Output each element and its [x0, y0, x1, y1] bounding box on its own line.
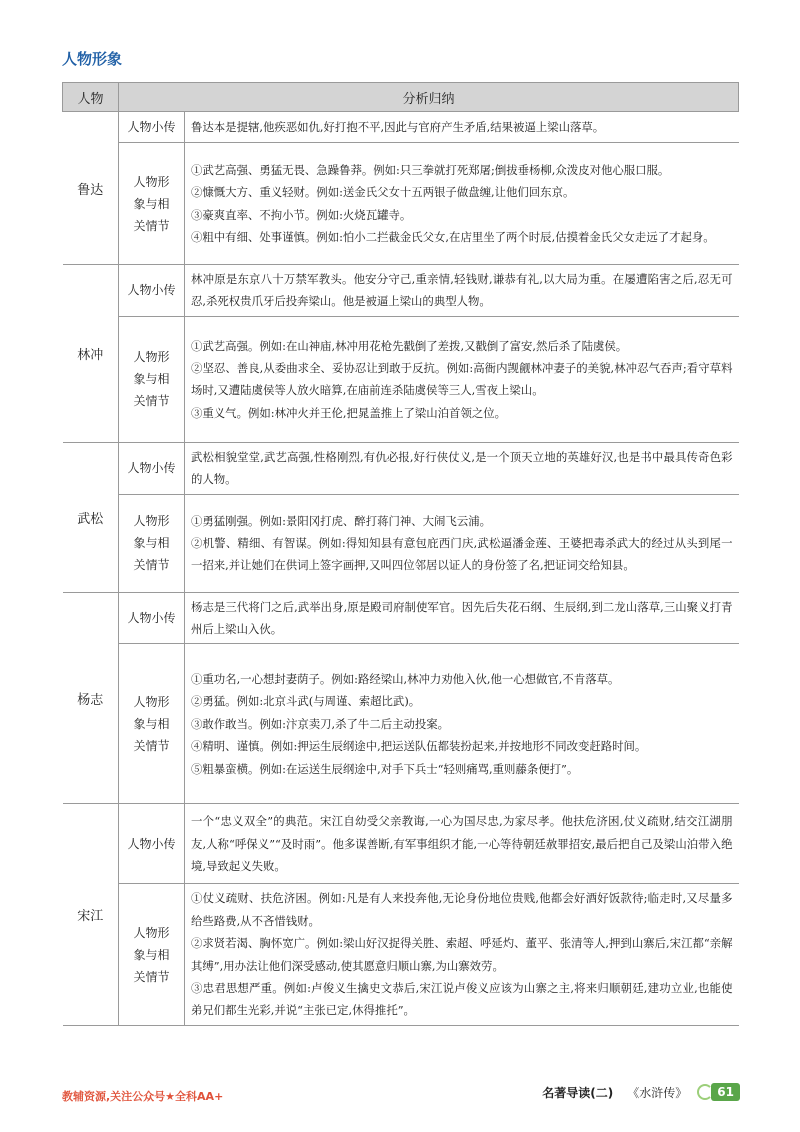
- trait-item: ①重功名,一心想封妻荫子。例如:路经梁山,林冲力劝他入伙,他一心想做官,不肯落草。: [191, 671, 620, 686]
- person-name: 杨志: [63, 592, 119, 804]
- traits-list: [185, 316, 739, 442]
- trait-item: ③敢作敢当。例如:汴京卖刀,杀了牛二后主动投案。: [191, 716, 450, 731]
- person-name: 宋江: [63, 804, 119, 1025]
- bio-line: 一个“忠义双全”的典范。宋江自幼受父亲教诲,一心为国尽忠,为家尽孝。他扶危济困,仗义疏财,结交江湖朋友,人称“呼保义”“及时雨”。他多谋善断,有军事组织才能,一心等待朝廷赦罪招安,最后把自己及梁山泊带入绝境,导致起义失败。: [191, 814, 733, 874]
- table-row: [63, 442, 739, 494]
- traits-label-line: 象与相: [133, 196, 170, 211]
- traits-label-line: 人物形: [133, 694, 170, 709]
- table-row: [63, 494, 739, 592]
- traits-list: [185, 644, 739, 804]
- bio-line: 鲁达本是提辖,他疾恶如仇,好打抱不平,因此与官府产生矛盾,结果被逼上梁山落草。: [191, 119, 605, 134]
- traits-label: [119, 316, 185, 442]
- trait-item: ⑤粗暴蛮横。例如:在运送生辰纲途中,对手下兵士“轻则痛骂,重则藤条便打”。: [191, 761, 579, 776]
- table-header-row: [63, 83, 739, 112]
- trait-item: ①勇猛刚强。例如:景阳冈打虎、醉打蒋门神、大闹飞云浦。: [191, 513, 491, 528]
- bio-line: 林冲原是东京八十万禁军教头。他安分守己,重亲情,轻钱财,谦恭有礼,以大局为重。在屡遭陷害之后,忍无可忍,杀死权贵爪牙后投奔梁山。他是被逼上梁山的典型人物。: [191, 272, 733, 309]
- traits-label-line: 关情节: [133, 394, 170, 409]
- trait-item: ①仗义疏财、扶危济困。例如:凡是有人来投奔他,无论身份地位贵贱,他都会好酒好饭款待;临走时,又尽量多给些路费,从不吝惜钱财。: [191, 891, 733, 928]
- traits-label-line: 象与相: [133, 372, 170, 387]
- table-row: [63, 143, 739, 265]
- section-title: 人物形象: [62, 50, 123, 68]
- footer-book-title: 名著导读(二): [542, 1085, 614, 1100]
- traits-label: [119, 494, 185, 592]
- traits-label-line: 人物形: [133, 925, 170, 940]
- traits-label-line: 象与相: [133, 947, 170, 962]
- traits-label-line: 人物形: [133, 514, 170, 529]
- trait-item: ①武艺高强、勇猛无畏、急躁鲁莽。例如:只三拳就打死郑屠;倒拔垂杨柳,众泼皮对他心服口服。: [191, 162, 670, 177]
- traits-list: [185, 494, 739, 592]
- trait-item: ④精明、谨慎。例如:押运生辰纲途中,把运送队伍都装扮起来,并按地形不同改变赶路时间。: [191, 739, 647, 754]
- page-badge: [697, 1083, 740, 1101]
- header-analysis: 分析归纳: [119, 83, 739, 112]
- traits-label-line: 关情节: [133, 558, 170, 573]
- traits-label-line: 关情节: [133, 738, 170, 753]
- bio-line: 武松相貌堂堂,武艺高强,性格刚烈,有仇必报,好行侠仗义,是一个顶天立地的英雄好汉,也是书中最具传奇色彩的人物。: [191, 449, 733, 487]
- trait-item: ①武艺高强。例如:在山神庙,林冲用花枪先戳倒了差拨,又戳倒了富安,然后杀了陆虞侯。: [191, 338, 628, 353]
- traits-list: [185, 884, 739, 1025]
- bio-text: [185, 442, 739, 494]
- header-person: 人物: [63, 83, 119, 112]
- bio-line: 杨志是三代将门之后,武举出身,原是殿司府制使军官。因先后失花石纲、生辰纲,到二龙山落草,三山聚义打青州后上梁山入伙。: [191, 599, 733, 637]
- bio-label: 人物小传: [119, 265, 185, 317]
- person-name: 武松: [63, 442, 119, 592]
- traits-label-line: 关情节: [133, 969, 170, 984]
- traits-label-line: 象与相: [133, 716, 170, 731]
- trait-item: ③忠君思想严重。例如:卢俊义生擒史文恭后,宋江说卢俊义应该为山寨之主,将来归顺朝廷,建功立业,也能使弟兄们都生光彩,并说“主张已定,休得推托”。: [191, 981, 733, 1018]
- traits-list: [185, 143, 739, 265]
- traits-label-line: 人物形: [133, 350, 170, 365]
- bio-label: 人物小传: [119, 804, 185, 884]
- trait-item: ②求贤若渴、胸怀宽广。例如:梁山好汉捉得关胜、索超、呼延灼、董平、张清等人,押到山寨后,宋江都“亲解其缚”,用办法让他们深受感动,使其愿意归顺山寨,为山寨效劳。: [191, 936, 733, 973]
- table-row: [63, 112, 739, 143]
- bio-label: 人物小传: [119, 592, 185, 644]
- traits-label-line: 人物形: [133, 174, 170, 189]
- traits-label: [119, 143, 185, 265]
- trait-item: ②慷慨大方、重义轻财。例如:送金氏父女十五两银子做盘缠,让他们回东京。: [191, 185, 575, 200]
- trait-item: ④粗中有细、处事谨慎。例如:怕小二拦截金氏父女,在店里坐了两个时辰,估摸着金氏父女走远了才起身。: [191, 229, 715, 244]
- table-row: [63, 884, 739, 1025]
- traits-label-line: 象与相: [133, 536, 170, 551]
- page-number: 61: [711, 1083, 740, 1101]
- bio-text: [185, 112, 739, 143]
- trait-item: ③重义气。例如:林冲火并王伦,把晁盖推上了梁山泊首领之位。: [191, 405, 507, 420]
- table-row: [63, 316, 739, 442]
- character-table: [62, 82, 739, 1026]
- table-row: [63, 804, 739, 884]
- bio-text: [185, 804, 739, 884]
- table-row: [63, 644, 739, 804]
- person-name: 林冲: [63, 265, 119, 443]
- footer-promo: 教辅资源,关注公众号★全科AA+: [62, 1090, 224, 1103]
- bio-label: 人物小传: [119, 442, 185, 494]
- footer-book-info: [542, 1083, 740, 1101]
- trait-item: ②勇猛。例如:北京斗武(与周谨、索超比武)。: [191, 694, 421, 709]
- traits-label: [119, 884, 185, 1025]
- traits-label-line: 关情节: [133, 218, 170, 233]
- footer-subtitle: 《水浒传》: [627, 1085, 688, 1100]
- table-row: [63, 265, 739, 317]
- trait-item: ②坚忍、善良,从委曲求全、妥协忍让到敢于反抗。例如:高衙内觊觎林冲妻子的美貌,林冲忍气吞声;看守草料场时,又遭陆虞侯等人放火暗算,在庙前连杀陆虞侯等三人,雪夜上梁山。: [191, 360, 733, 398]
- trait-item: ③豪爽直率、不拘小节。例如:火烧瓦罐寺。: [191, 207, 412, 222]
- bio-label: 人物小传: [119, 112, 185, 143]
- table-row: [63, 592, 739, 644]
- trait-item: ②机警、精细、有智谋。例如:得知知县有意包庇西门庆,武松逼潘金莲、王婆把毒杀武大的经过从头到尾一一招来,并让她们在供词上签字画押,又叫四位邻居以证人的身份签了名,把证词交给知县。: [191, 535, 733, 573]
- person-name: 鲁达: [63, 112, 119, 265]
- bio-text: [185, 592, 739, 644]
- traits-label: [119, 644, 185, 804]
- bio-text: [185, 265, 739, 317]
